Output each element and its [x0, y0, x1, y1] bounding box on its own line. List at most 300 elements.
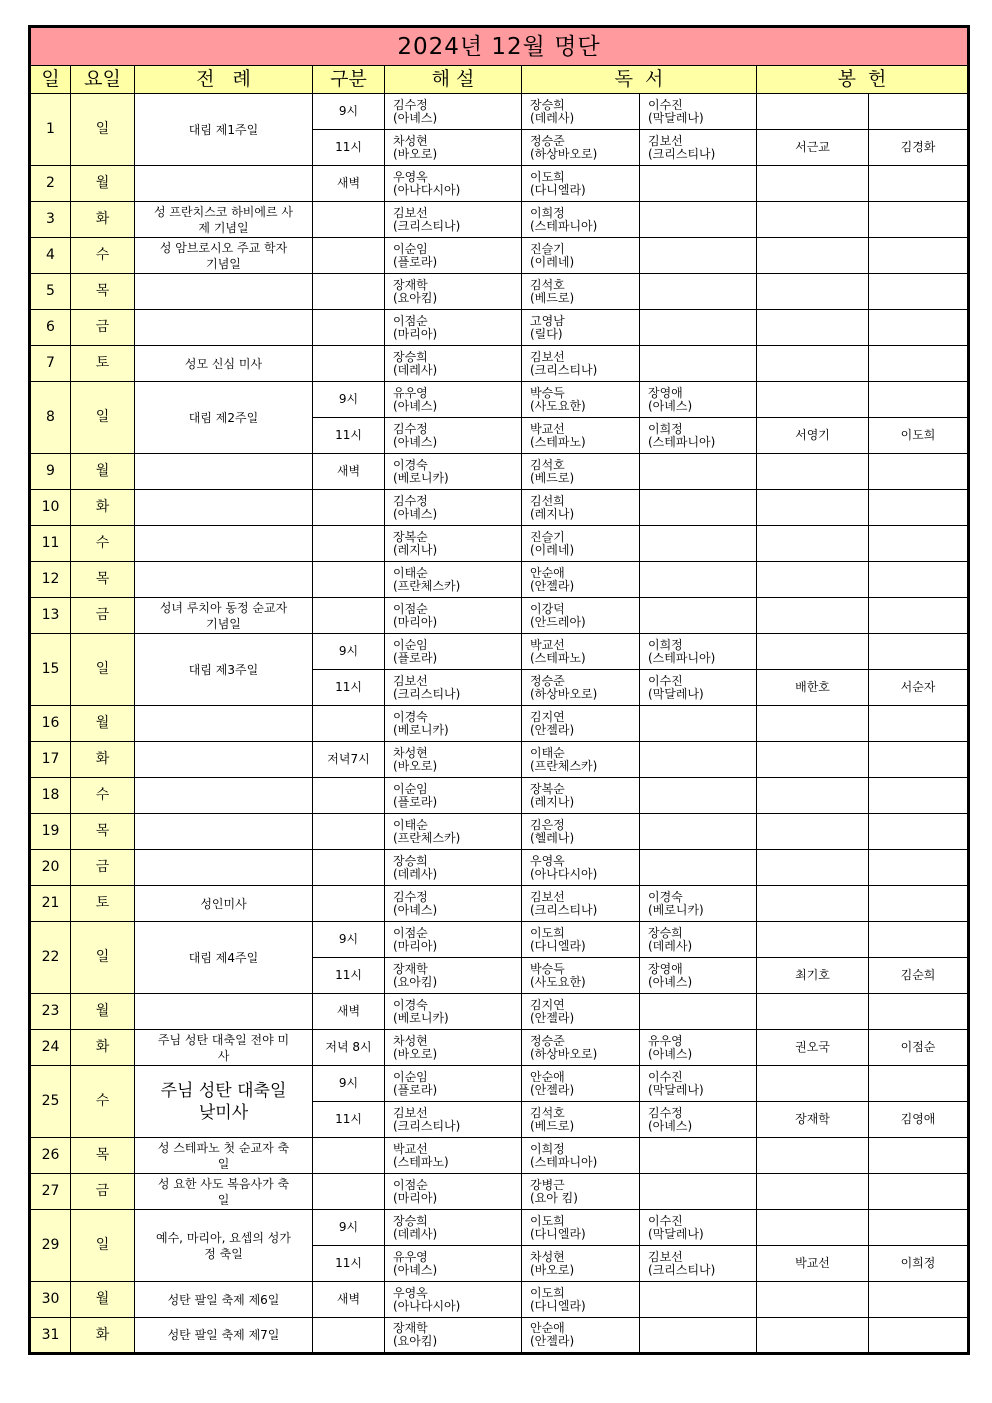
reader-2	[640, 1174, 757, 1210]
commentator-name: 유우영	[393, 385, 428, 400]
table-row	[30, 1138, 969, 1174]
day-number: 3	[30, 202, 71, 238]
reader-1	[522, 1282, 640, 1318]
offering-1	[757, 994, 869, 1030]
offering-1	[757, 526, 869, 562]
offering-2: 김영애	[869, 1102, 969, 1138]
offering-2: 김경화	[869, 130, 969, 166]
mass-section	[313, 310, 385, 346]
offering-1	[757, 490, 869, 526]
liturgy: 성 프란치스코 하비에르 사제 기념일	[135, 202, 313, 238]
reader-1-saint: (안젤라)	[530, 578, 575, 593]
weekday: 금	[71, 1174, 135, 1210]
liturgy	[135, 562, 313, 598]
reader-2-saint: (크리스티나)	[648, 146, 716, 161]
commentator	[385, 94, 522, 130]
commentator	[385, 1066, 522, 1102]
offering-2	[869, 814, 969, 850]
offering-1: 장재학	[757, 1102, 869, 1138]
reader-1-name: 김보선	[530, 889, 565, 904]
reader-2	[640, 670, 757, 706]
commentator	[385, 1318, 522, 1354]
reader-2	[640, 526, 757, 562]
reader-2	[640, 742, 757, 778]
commentator	[385, 526, 522, 562]
reader-1-saint: (바오로)	[530, 1262, 575, 1277]
reader-2-saint: (아녜스)	[648, 974, 693, 989]
commentator-saint: (마리아)	[393, 1190, 438, 1205]
day-number: 22	[30, 922, 71, 994]
reader-1	[522, 778, 640, 814]
reader-1-name: 이도희	[530, 1285, 565, 1300]
commentator-name: 김보선	[393, 673, 428, 688]
offering-1: 서근교	[757, 130, 869, 166]
day-number: 27	[30, 1174, 71, 1210]
commentator-name: 이태순	[393, 817, 428, 832]
commentator-saint: (아녜스)	[393, 506, 438, 521]
reader-2	[640, 130, 757, 166]
day-number: 8	[30, 382, 71, 454]
reader-2-name: 김수정	[648, 1105, 683, 1120]
header-weekday: 요일	[71, 66, 135, 94]
commentator	[385, 418, 522, 454]
liturgy: 대림 제1주일	[135, 94, 313, 166]
mass-section: 9시	[313, 94, 385, 130]
reader-1	[522, 166, 640, 202]
commentator	[385, 1102, 522, 1138]
mass-section	[313, 814, 385, 850]
reader-2	[640, 850, 757, 886]
reader-2	[640, 778, 757, 814]
commentator	[385, 382, 522, 418]
reader-1	[522, 814, 640, 850]
reader-1-name: 김석호	[530, 277, 565, 292]
commentator-saint: (데레사)	[393, 866, 438, 881]
reader-1-saint: (베드로)	[530, 290, 575, 305]
reader-2-saint: (스테파니아)	[648, 434, 716, 449]
commentator	[385, 670, 522, 706]
reader-2-name: 이수진	[648, 1069, 683, 1084]
reader-1	[522, 1318, 640, 1354]
reader-1	[522, 382, 640, 418]
mass-section: 저녁 8시	[313, 1030, 385, 1066]
reader-1-saint: (요아 킴)	[530, 1190, 578, 1205]
reader-1-saint: (안젤라)	[530, 722, 575, 737]
reader-2	[640, 706, 757, 742]
reader-2-name: 김보선	[648, 1249, 683, 1264]
reader-1	[522, 526, 640, 562]
table-row	[30, 238, 969, 274]
reader-2-name: 이수진	[648, 673, 683, 688]
weekday: 화	[71, 202, 135, 238]
reader-1-saint: (아나다시아)	[530, 866, 598, 881]
offering-1	[757, 166, 869, 202]
commentator-saint: (아녜스)	[393, 110, 438, 125]
commentator-name: 박교선	[393, 1141, 428, 1156]
mass-section: 11시	[313, 670, 385, 706]
commentator-name: 이순임	[393, 241, 428, 256]
offering-2	[869, 598, 969, 634]
offering-2	[869, 778, 969, 814]
offering-2	[869, 346, 969, 382]
commentator-saint: (아녜스)	[393, 434, 438, 449]
reader-1-saint: (릴다)	[530, 326, 563, 341]
day-number: 16	[30, 706, 71, 742]
table-row	[30, 166, 969, 202]
reader-2	[640, 1246, 757, 1282]
commentator-saint: (크리스티나)	[393, 686, 461, 701]
reader-1	[522, 1030, 640, 1066]
weekday: 토	[71, 886, 135, 922]
commentator-saint: (프란체스카)	[393, 578, 461, 593]
commentator-saint: (플로라)	[393, 1082, 438, 1097]
reader-2-saint: (막달레나)	[648, 1082, 704, 1097]
mass-section	[313, 598, 385, 634]
commentator	[385, 562, 522, 598]
reader-1-name: 고영남	[530, 313, 565, 328]
reader-1-saint: (스테파노)	[530, 434, 586, 449]
reader-1-saint: (사도요한)	[530, 974, 586, 989]
offering-1	[757, 310, 869, 346]
offering-2	[869, 562, 969, 598]
commentator-name: 차성현	[393, 133, 428, 148]
commentator-name: 장재학	[393, 1321, 428, 1335]
commentator-saint: (플로라)	[393, 254, 438, 269]
table-row	[30, 886, 969, 922]
commentator-name: 차성현	[393, 1033, 428, 1048]
reader-1	[522, 1246, 640, 1282]
commentator-name: 이태순	[393, 565, 428, 580]
reader-1-saint: (레지나)	[530, 506, 575, 521]
commentator-name: 이경숙	[393, 709, 428, 724]
day-number: 25	[30, 1066, 71, 1138]
reader-2	[640, 202, 757, 238]
table-row	[30, 526, 969, 562]
table-row	[30, 742, 969, 778]
mass-section	[313, 706, 385, 742]
table-row	[30, 346, 969, 382]
offering-1	[757, 562, 869, 598]
table-row	[30, 1174, 969, 1210]
page-title: 2024년 12월 명단	[397, 33, 601, 60]
weekday: 목	[71, 814, 135, 850]
day-number: 20	[30, 850, 71, 886]
commentator-name: 이경숙	[393, 997, 428, 1012]
commentator-name: 장재학	[393, 961, 428, 976]
commentator-saint: (크리스티나)	[393, 218, 461, 233]
commentator-saint: (마리아)	[393, 938, 438, 953]
reader-1-name: 김보선	[530, 349, 565, 364]
weekday: 금	[71, 850, 135, 886]
reader-1	[522, 634, 640, 670]
reader-2-name: 이수진	[648, 1213, 683, 1228]
liturgy: 예수, 마리아, 요셉의 성가정 축일	[135, 1210, 313, 1282]
reader-1-saint: (베드로)	[530, 470, 575, 485]
mass-section: 새벽	[313, 454, 385, 490]
offering-1	[757, 1138, 869, 1174]
mass-section: 11시	[313, 418, 385, 454]
commentator	[385, 850, 522, 886]
mass-section	[313, 778, 385, 814]
liturgy	[135, 454, 313, 490]
reader-2	[640, 382, 757, 418]
reader-1	[522, 1138, 640, 1174]
offering-2	[869, 742, 969, 778]
commentator-saint: (요아킴)	[393, 290, 438, 305]
reader-2	[640, 454, 757, 490]
table-row	[30, 814, 969, 850]
offering-1: 배한호	[757, 670, 869, 706]
commentator-name: 장복순	[393, 529, 428, 544]
offering-2	[869, 1174, 969, 1210]
offering-1	[757, 94, 869, 130]
table-row	[30, 634, 969, 670]
day-number: 13	[30, 598, 71, 634]
weekday: 월	[71, 706, 135, 742]
offering-1	[757, 634, 869, 670]
reader-1	[522, 850, 640, 886]
reader-1-name: 진슬기	[530, 241, 565, 256]
reader-1-saint: (데레사)	[530, 110, 575, 125]
commentator	[385, 922, 522, 958]
commentator-saint: (아녜스)	[393, 1262, 438, 1277]
reader-2	[640, 238, 757, 274]
offering-1: 박교선	[757, 1246, 869, 1282]
commentator	[385, 202, 522, 238]
offering-2	[869, 1066, 969, 1102]
reader-1-name: 이도희	[530, 1213, 565, 1228]
mass-section: 저녁7시	[313, 742, 385, 778]
offering-2	[869, 706, 969, 742]
reader-2-saint: (크리스티나)	[648, 1262, 716, 1277]
offering-2	[869, 202, 969, 238]
header-reading: 독 서	[522, 66, 757, 94]
day-number: 17	[30, 742, 71, 778]
offering-2: 서순자	[869, 670, 969, 706]
commentator-saint: (요아킴)	[393, 1334, 438, 1348]
reader-2-name: 이수진	[648, 97, 683, 112]
reader-1	[522, 94, 640, 130]
commentator	[385, 1030, 522, 1066]
offering-1	[757, 346, 869, 382]
offering-1	[757, 238, 869, 274]
commentator	[385, 814, 522, 850]
header-commentary: 해 설	[385, 66, 522, 94]
offering-2	[869, 1138, 969, 1174]
day-number: 18	[30, 778, 71, 814]
commentator-name: 이점순	[393, 925, 428, 940]
commentator-saint: (바오로)	[393, 758, 438, 773]
reader-1-saint: (이레네)	[530, 254, 575, 269]
offering-1: 최기호	[757, 958, 869, 994]
liturgy: 성인미사	[135, 886, 313, 922]
liturgy: 성탄 팔일 축제 제7일	[135, 1318, 313, 1354]
reader-1-name: 이희정	[530, 1141, 565, 1156]
mass-section: 9시	[313, 382, 385, 418]
commentator-name: 차성현	[393, 745, 428, 760]
commentator	[385, 490, 522, 526]
liturgy	[135, 310, 313, 346]
table-row	[30, 778, 969, 814]
day-number: 30	[30, 1282, 71, 1318]
day-number: 4	[30, 238, 71, 274]
reader-2-saint: (스테파니아)	[648, 650, 716, 665]
mass-section: 11시	[313, 130, 385, 166]
commentator-name: 김보선	[393, 1105, 428, 1120]
offering-2	[869, 454, 969, 490]
table-row	[30, 490, 969, 526]
liturgy: 성 요한 사도 복음사가 축일	[135, 1174, 313, 1210]
reader-1	[522, 994, 640, 1030]
reader-1-name: 우영옥	[530, 853, 565, 868]
weekday: 수	[71, 1066, 135, 1138]
day-number: 5	[30, 274, 71, 310]
commentator	[385, 310, 522, 346]
offering-2	[869, 994, 969, 1030]
reader-2-name: 이희정	[648, 421, 683, 436]
day-number: 29	[30, 1210, 71, 1282]
reader-2	[640, 922, 757, 958]
reader-2	[640, 958, 757, 994]
table-row	[30, 1210, 969, 1246]
offering-1	[757, 886, 869, 922]
mass-section	[313, 526, 385, 562]
reader-1	[522, 1174, 640, 1210]
commentator-saint: (바오로)	[393, 1046, 438, 1061]
offering-1	[757, 1210, 869, 1246]
weekday: 목	[71, 1138, 135, 1174]
mass-section	[313, 274, 385, 310]
reader-1	[522, 922, 640, 958]
commentator	[385, 454, 522, 490]
commentator-name: 김수정	[393, 493, 428, 508]
reader-1	[522, 886, 640, 922]
header-row	[30, 66, 969, 94]
reader-1-name: 박승득	[530, 385, 565, 400]
reader-1-saint: (사도요한)	[530, 398, 586, 413]
reader-1-saint: (크리스티나)	[530, 902, 598, 917]
liturgy	[135, 814, 313, 850]
commentator-name: 우영옥	[393, 1285, 428, 1300]
reader-1	[522, 670, 640, 706]
header-day: 일	[30, 66, 71, 94]
commentator-name: 이순임	[393, 637, 428, 652]
offering-1	[757, 382, 869, 418]
table-row	[30, 310, 969, 346]
reader-2	[640, 346, 757, 382]
reader-2-saint: (막달레나)	[648, 110, 704, 125]
commentator-saint: (마리아)	[393, 614, 438, 629]
day-number: 24	[30, 1030, 71, 1066]
offering-1	[757, 814, 869, 850]
day-number: 1	[30, 94, 71, 166]
reader-1-saint: (레지나)	[530, 794, 575, 809]
offering-2	[869, 526, 969, 562]
commentator-name: 장재학	[393, 277, 428, 292]
reader-1-saint: (다니엘라)	[530, 182, 586, 197]
reader-1	[522, 454, 640, 490]
mass-section: 11시	[313, 1246, 385, 1282]
offering-1	[757, 778, 869, 814]
commentator	[385, 1174, 522, 1210]
liturgy: 주님 성탄 대축일 전야 미사	[135, 1030, 313, 1066]
reader-1-saint: (하상바오로)	[530, 1046, 598, 1061]
reader-2	[640, 1102, 757, 1138]
offering-2	[869, 1282, 969, 1318]
commentator-saint: (아녜스)	[393, 398, 438, 413]
mass-section: 11시	[313, 958, 385, 994]
reader-2	[640, 310, 757, 346]
day-number: 15	[30, 634, 71, 706]
reader-2	[640, 418, 757, 454]
weekday: 수	[71, 778, 135, 814]
weekday: 화	[71, 742, 135, 778]
liturgy	[135, 274, 313, 310]
reader-2	[640, 1210, 757, 1246]
offering-2	[869, 922, 969, 958]
mass-section: 9시	[313, 922, 385, 958]
reader-1	[522, 1066, 640, 1102]
commentator-name: 이경숙	[393, 457, 428, 472]
commentator	[385, 886, 522, 922]
commentator-name: 김보선	[393, 205, 428, 220]
table-row	[30, 1030, 969, 1066]
reader-1-name: 진슬기	[530, 529, 565, 544]
commentator-name: 이점순	[393, 313, 428, 328]
offering-2	[869, 634, 969, 670]
weekday: 금	[71, 598, 135, 634]
commentator-saint: (요아킴)	[393, 974, 438, 989]
offering-2	[869, 274, 969, 310]
reader-2	[640, 274, 757, 310]
reader-1	[522, 418, 640, 454]
table-row	[30, 922, 969, 958]
reader-1-name: 이희정	[530, 205, 565, 220]
reader-2-name: 유우영	[648, 1033, 683, 1048]
reader-2-saint: (베로니카)	[648, 902, 704, 917]
reader-2-name: 장승희	[648, 925, 683, 940]
roster-table	[28, 25, 970, 1355]
table-row	[30, 382, 969, 418]
day-number: 6	[30, 310, 71, 346]
reader-2-name: 김보선	[648, 133, 683, 148]
commentator-saint: (아녜스)	[393, 902, 438, 917]
table-row	[30, 994, 969, 1030]
reader-1-name: 박교선	[530, 637, 565, 652]
reader-1	[522, 238, 640, 274]
day-number: 11	[30, 526, 71, 562]
reader-2-name: 장영애	[648, 385, 683, 400]
offering-1	[757, 1318, 869, 1354]
reader-1	[522, 598, 640, 634]
reader-1-saint: (스테파니아)	[530, 218, 598, 233]
liturgy: 성 암브로시오 주교 학자 기념일	[135, 238, 313, 274]
reader-1-saint: (하상바오로)	[530, 686, 598, 701]
mass-section	[313, 490, 385, 526]
offering-2: 이희정	[869, 1246, 969, 1282]
day-number: 23	[30, 994, 71, 1030]
reader-2-name: 이경숙	[648, 889, 683, 904]
offering-1	[757, 706, 869, 742]
offering-1	[757, 202, 869, 238]
commentator-saint: (스테파노)	[393, 1154, 449, 1169]
commentator-name: 장승희	[393, 853, 428, 868]
table-row	[30, 274, 969, 310]
title-banner	[30, 27, 969, 66]
mass-section	[313, 238, 385, 274]
commentator-saint: (아나다시아)	[393, 182, 461, 197]
offering-2	[869, 310, 969, 346]
